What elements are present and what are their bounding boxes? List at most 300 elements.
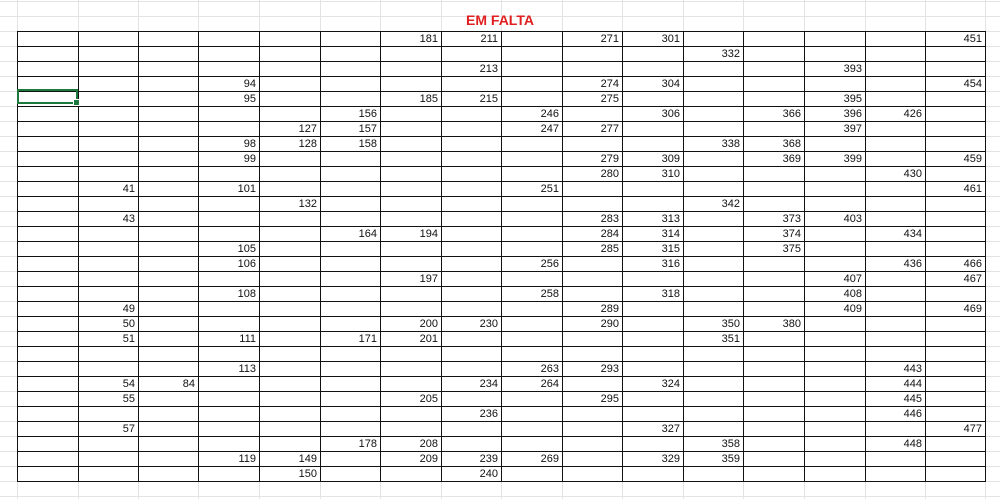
table-cell[interactable] [259,107,320,122]
table-cell[interactable] [380,467,441,482]
table-cell[interactable] [743,467,804,482]
table-cell[interactable] [743,77,804,92]
table-cell[interactable] [683,77,743,92]
table-cell[interactable]: 359 [721,453,740,465]
table-cell[interactable]: 101 [237,183,256,195]
table-cell[interactable] [380,212,441,227]
table-cell[interactable]: 234 [479,378,498,390]
table-cell[interactable] [865,47,925,62]
table-cell[interactable] [17,62,78,77]
table-cell[interactable] [17,47,78,62]
table-cell[interactable] [501,422,562,437]
table-cell[interactable] [320,152,380,167]
table-cell[interactable] [78,452,138,467]
table-cell[interactable]: 50 [122,318,135,330]
table-cell[interactable]: 51 [122,333,135,345]
table-cell[interactable] [683,257,743,272]
table-cell[interactable] [925,167,985,182]
table-cell[interactable] [562,137,622,152]
table-cell[interactable]: 395 [843,93,862,105]
table-cell[interactable] [78,167,138,182]
table-cell[interactable] [138,242,198,257]
table-cell[interactable]: 373 [782,213,801,225]
table-cell[interactable] [198,107,259,122]
table-cell[interactable] [320,317,380,332]
table-cell[interactable]: 119 [238,453,256,465]
table-cell[interactable] [562,272,622,287]
table-cell[interactable] [622,362,683,377]
table-cell[interactable] [380,137,441,152]
table-cell[interactable]: 342 [721,198,740,210]
table-cell[interactable] [865,272,925,287]
table-cell[interactable]: 396 [843,108,862,120]
table-cell[interactable]: 211 [480,33,498,45]
table-cell[interactable] [804,167,865,182]
table-cell[interactable] [865,317,925,332]
table-cell[interactable] [380,107,441,122]
selected-cell[interactable] [17,89,78,104]
table-cell[interactable] [622,62,683,77]
table-cell[interactable] [17,257,78,272]
table-cell[interactable] [259,332,320,347]
table-cell[interactable] [198,122,259,137]
table-cell[interactable] [78,137,138,152]
table-cell[interactable] [441,137,501,152]
table-cell[interactable] [865,452,925,467]
table-cell[interactable] [743,437,804,452]
table-cell[interactable] [925,227,985,242]
table-cell[interactable]: 446 [903,408,922,420]
table-cell[interactable]: 54 [122,378,135,390]
table-cell[interactable] [320,257,380,272]
table-cell[interactable] [622,197,683,212]
table-cell[interactable] [78,257,138,272]
table-cell[interactable] [865,212,925,227]
table-cell[interactable]: 284 [600,228,619,240]
table-cell[interactable] [259,62,320,77]
table-cell[interactable] [138,332,198,347]
table-cell[interactable] [865,302,925,317]
table-cell[interactable] [138,92,198,107]
table-cell[interactable]: 239 [479,453,498,465]
table-cell[interactable] [138,197,198,212]
table-cell[interactable]: 43 [122,213,135,225]
table-cell[interactable] [804,182,865,197]
table-cell[interactable]: 127 [298,123,317,135]
table-cell[interactable] [320,302,380,317]
table-cell[interactable] [198,377,259,392]
table-cell[interactable] [441,287,501,302]
table-cell[interactable] [441,422,501,437]
table-cell[interactable] [198,32,259,47]
table-cell[interactable]: 436 [903,258,922,270]
table-cell[interactable]: 246 [540,108,559,120]
table-cell[interactable] [743,377,804,392]
table-cell[interactable] [17,227,78,242]
table-cell[interactable] [804,362,865,377]
table-cell[interactable] [683,182,743,197]
table-cell[interactable] [925,317,985,332]
table-cell[interactable] [501,467,562,482]
table-cell[interactable] [562,62,622,77]
table-cell[interactable]: 132 [298,198,317,210]
table-cell[interactable] [743,32,804,47]
table-cell[interactable] [501,227,562,242]
table-cell[interactable] [925,287,985,302]
table-cell[interactable]: 264 [540,378,559,390]
table-cell[interactable] [441,182,501,197]
table-cell[interactable] [804,47,865,62]
table-cell[interactable] [743,392,804,407]
table-cell[interactable] [17,122,78,137]
table-cell[interactable] [259,347,320,362]
table-cell[interactable] [78,77,138,92]
table-cell[interactable] [138,467,198,482]
table-cell[interactable]: 208 [419,438,438,450]
table-cell[interactable]: 99 [243,153,256,165]
table-cell[interactable] [138,212,198,227]
table-cell[interactable] [320,167,380,182]
table-cell[interactable]: 277 [600,123,619,135]
table-cell[interactable]: 467 [963,273,982,285]
table-cell[interactable]: 156 [358,108,377,120]
table-cell[interactable]: 240 [479,468,498,480]
table-cell[interactable] [804,332,865,347]
table-cell[interactable] [865,62,925,77]
table-cell[interactable] [804,197,865,212]
table-cell[interactable]: 55 [122,393,135,405]
table-cell[interactable] [380,362,441,377]
table-cell[interactable] [804,452,865,467]
table-cell[interactable]: 445 [903,393,922,405]
table-cell[interactable] [320,242,380,257]
table-cell[interactable]: 158 [358,138,377,150]
table-cell[interactable]: 279 [600,153,619,165]
table-cell[interactable]: 98 [243,138,256,150]
table-cell[interactable] [865,332,925,347]
table-cell[interactable]: 280 [600,168,619,180]
table-cell[interactable] [562,347,622,362]
table-cell[interactable] [683,392,743,407]
table-cell[interactable]: 380 [782,318,801,330]
table-cell[interactable] [380,77,441,92]
table-cell[interactable] [562,107,622,122]
table-cell[interactable] [501,407,562,422]
table-cell[interactable] [320,197,380,212]
table-cell[interactable] [501,347,562,362]
table-cell[interactable]: 164 [358,228,377,240]
table-cell[interactable] [501,137,562,152]
table-cell[interactable] [259,152,320,167]
table-cell[interactable] [865,77,925,92]
table-cell[interactable] [743,302,804,317]
table-cell[interactable]: 408 [843,288,862,300]
table-cell[interactable] [198,197,259,212]
table-cell[interactable] [441,362,501,377]
table-cell[interactable]: 351 [721,333,740,345]
table-cell[interactable] [865,92,925,107]
table-cell[interactable] [622,392,683,407]
table-cell[interactable] [138,257,198,272]
table-cell[interactable] [320,182,380,197]
table-cell[interactable] [925,362,985,377]
table-cell[interactable] [925,212,985,227]
table-cell[interactable] [562,422,622,437]
table-cell[interactable]: 113 [238,363,256,375]
table-cell[interactable] [259,242,320,257]
table-cell[interactable] [198,212,259,227]
table-cell[interactable] [138,32,198,47]
table-cell[interactable]: 197 [419,273,438,285]
table-cell[interactable]: 469 [963,303,982,315]
table-cell[interactable] [138,317,198,332]
table-cell[interactable] [683,227,743,242]
table-cell[interactable]: 316 [661,258,680,270]
table-cell[interactable] [925,137,985,152]
table-cell[interactable] [78,362,138,377]
table-cell[interactable] [17,137,78,152]
table-cell[interactable] [925,92,985,107]
table-cell[interactable] [198,227,259,242]
table-cell[interactable] [865,32,925,47]
table-cell[interactable] [865,287,925,302]
table-cell[interactable] [138,422,198,437]
table-cell[interactable]: 106 [237,258,256,270]
table-cell[interactable] [17,167,78,182]
table-cell[interactable] [441,77,501,92]
table-cell[interactable] [501,92,562,107]
table-cell[interactable] [78,107,138,122]
table-cell[interactable]: 157 [358,123,377,135]
table-cell[interactable] [78,437,138,452]
table-cell[interactable] [562,287,622,302]
table-cell[interactable] [441,122,501,137]
table-cell[interactable] [198,62,259,77]
table-cell[interactable] [380,347,441,362]
table-cell[interactable]: 466 [963,258,982,270]
table-cell[interactable] [380,407,441,422]
table-cell[interactable] [683,32,743,47]
table-cell[interactable]: 443 [903,363,922,375]
table-cell[interactable]: 181 [419,33,438,45]
table-cell[interactable] [622,347,683,362]
table-cell[interactable] [804,392,865,407]
table-cell[interactable] [683,467,743,482]
table-cell[interactable] [380,422,441,437]
table-cell[interactable] [441,272,501,287]
table-cell[interactable] [622,92,683,107]
table-cell[interactable] [320,92,380,107]
table-cell[interactable] [259,392,320,407]
table-cell[interactable] [198,407,259,422]
table-cell[interactable] [259,272,320,287]
table-cell[interactable] [562,377,622,392]
table-cell[interactable]: 108 [237,288,256,300]
table-cell[interactable] [501,62,562,77]
table-cell[interactable] [925,62,985,77]
table-cell[interactable] [320,422,380,437]
table-cell[interactable]: 200 [419,318,438,330]
table-cell[interactable] [743,287,804,302]
table-cell[interactable]: 94 [243,78,256,90]
table-cell[interactable] [743,272,804,287]
table-cell[interactable] [804,407,865,422]
table-cell[interactable]: 315 [661,243,680,255]
table-cell[interactable]: 95 [243,93,256,105]
table-cell[interactable]: 57 [122,423,135,435]
table-cell[interactable] [138,302,198,317]
table-cell[interactable] [683,122,743,137]
table-cell[interactable]: 318 [661,288,680,300]
table-cell[interactable]: 444 [903,378,922,390]
table-cell[interactable] [683,362,743,377]
table-cell[interactable] [501,47,562,62]
table-cell[interactable]: 150 [298,468,317,480]
table-cell[interactable] [622,467,683,482]
table-cell[interactable] [138,452,198,467]
table-cell[interactable] [198,437,259,452]
table-cell[interactable] [78,467,138,482]
table-cell[interactable]: 454 [963,78,982,90]
table-cell[interactable] [198,422,259,437]
table-cell[interactable] [380,47,441,62]
table-cell[interactable]: 306 [661,108,680,120]
table-cell[interactable] [320,452,380,467]
table-cell[interactable] [17,242,78,257]
table-cell[interactable] [804,77,865,92]
table-cell[interactable] [78,62,138,77]
table-cell[interactable] [138,77,198,92]
table-cell[interactable] [380,167,441,182]
table-cell[interactable] [78,197,138,212]
table-cell[interactable]: 128 [298,138,317,150]
table-cell[interactable] [198,47,259,62]
table-cell[interactable] [198,467,259,482]
table-cell[interactable] [138,437,198,452]
table-cell[interactable]: 213 [479,63,498,75]
table-cell[interactable]: 289 [600,303,619,315]
table-cell[interactable]: 215 [479,93,498,105]
table-cell[interactable] [78,407,138,422]
table-cell[interactable] [17,437,78,452]
table-cell[interactable] [198,302,259,317]
table-cell[interactable] [441,347,501,362]
table-cell[interactable] [138,347,198,362]
table-cell[interactable]: 258 [540,288,559,300]
table-cell[interactable]: 409 [843,303,862,315]
table-cell[interactable]: 263 [540,363,559,375]
table-cell[interactable] [320,287,380,302]
table-cell[interactable] [683,167,743,182]
table-cell[interactable]: 194 [419,228,438,240]
table-cell[interactable]: 338 [721,138,740,150]
table-cell[interactable] [683,377,743,392]
table-cell[interactable] [17,317,78,332]
table-cell[interactable] [138,182,198,197]
table-cell[interactable] [743,122,804,137]
table-cell[interactable] [501,317,562,332]
table-cell[interactable] [198,272,259,287]
table-cell[interactable]: 332 [721,48,740,60]
table-cell[interactable]: 236 [479,408,498,420]
table-cell[interactable] [804,317,865,332]
table-cell[interactable] [320,467,380,482]
table-cell[interactable] [380,287,441,302]
table-cell[interactable] [804,257,865,272]
table-cell[interactable]: 274 [600,78,619,90]
table-cell[interactable] [804,377,865,392]
table-cell[interactable] [320,32,380,47]
table-cell[interactable] [501,302,562,317]
table-cell[interactable] [683,107,743,122]
table-cell[interactable] [501,197,562,212]
table-cell[interactable] [17,272,78,287]
table-cell[interactable] [78,152,138,167]
table-cell[interactable]: 399 [843,153,862,165]
table-cell[interactable] [501,212,562,227]
table-cell[interactable]: 269 [540,453,559,465]
table-cell[interactable] [683,422,743,437]
table-cell[interactable]: 366 [782,108,801,120]
table-cell[interactable] [441,392,501,407]
table-cell[interactable]: 304 [661,78,680,90]
table-cell[interactable] [501,437,562,452]
table-cell[interactable] [562,47,622,62]
table-cell[interactable] [865,467,925,482]
table-cell[interactable]: 350 [721,318,740,330]
table-cell[interactable] [17,362,78,377]
table-cell[interactable] [925,437,985,452]
table-cell[interactable] [683,302,743,317]
table-cell[interactable] [78,242,138,257]
table-cell[interactable] [198,347,259,362]
table-cell[interactable] [743,422,804,437]
table-cell[interactable] [138,287,198,302]
table-cell[interactable]: 407 [843,273,862,285]
table-cell[interactable] [925,197,985,212]
table-cell[interactable] [501,272,562,287]
table-cell[interactable] [138,407,198,422]
table-cell[interactable]: 290 [600,318,619,330]
table-cell[interactable] [743,197,804,212]
table-cell[interactable] [501,77,562,92]
table-cell[interactable] [259,407,320,422]
table-cell[interactable] [320,272,380,287]
table-cell[interactable] [138,227,198,242]
table-cell[interactable] [259,77,320,92]
table-cell[interactable] [259,377,320,392]
table-cell[interactable]: 461 [963,183,982,195]
table-cell[interactable] [259,32,320,47]
table-cell[interactable] [501,152,562,167]
table-cell[interactable]: 185 [419,93,438,105]
table-cell[interactable]: 105 [237,243,256,255]
table-cell[interactable]: 368 [782,138,801,150]
table-cell[interactable]: 314 [661,228,680,240]
table-cell[interactable] [320,62,380,77]
table-cell[interactable] [259,47,320,62]
table-cell[interactable] [78,227,138,242]
table-cell[interactable] [17,347,78,362]
table-cell[interactable] [441,257,501,272]
table-cell[interactable] [17,377,78,392]
table-cell[interactable] [683,287,743,302]
table-cell[interactable] [743,167,804,182]
table-cell[interactable] [441,227,501,242]
table-cell[interactable] [138,392,198,407]
table-cell[interactable]: 397 [843,123,862,135]
table-cell[interactable] [441,332,501,347]
